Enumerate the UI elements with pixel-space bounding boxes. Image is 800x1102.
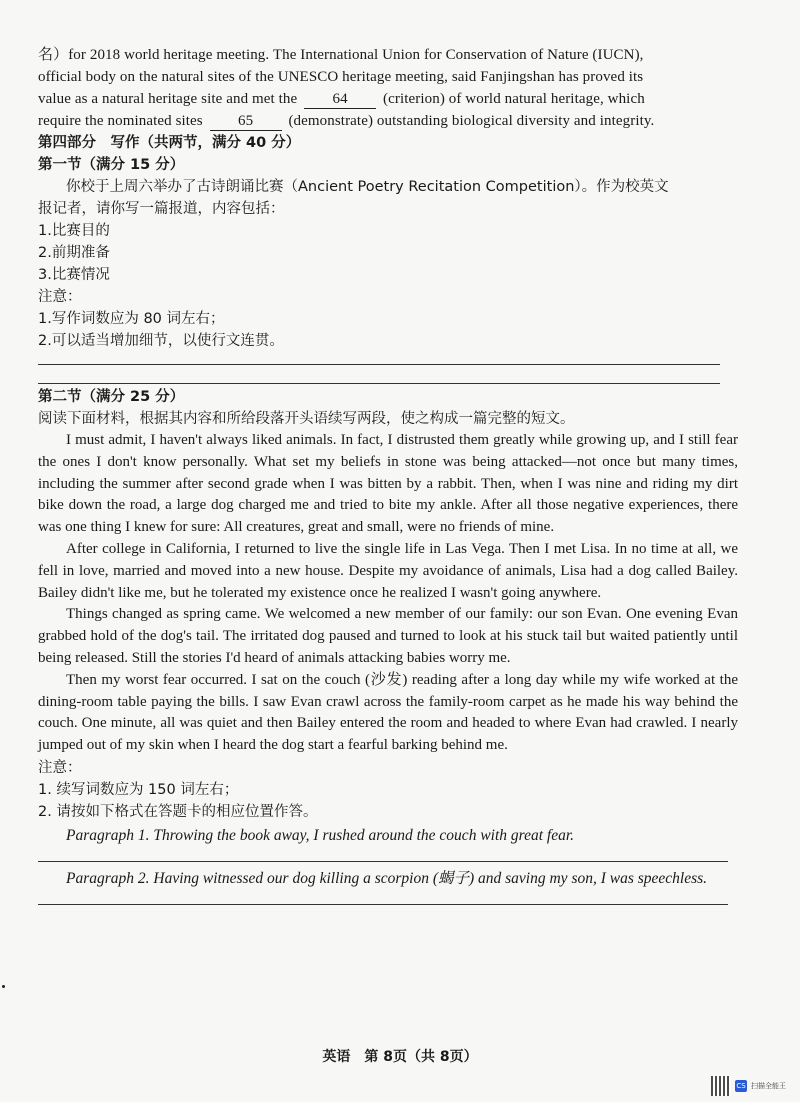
qr-code-icon: [711, 1076, 731, 1096]
section1-item-3: 3.比赛情况: [38, 267, 110, 283]
section1-item-1: 1.比赛目的: [38, 223, 110, 239]
blank-64[interactable]: 64: [304, 90, 376, 109]
section1-item-2: 2.前期准备: [38, 245, 110, 261]
scanner-label: 扫描全能王: [751, 1082, 786, 1090]
answer-line: [38, 861, 728, 862]
camscanner-logo-icon: CS: [736, 1082, 746, 1090]
section2-instruction: 阅读下面材料，根据其内容和所给段落开头语续写两段，使之构成一篇完整的短文。: [38, 411, 575, 427]
paragraph2-prompt: Paragraph 2. Having witnessed our dog killing a scorpion (蝎子) and saving my son, I was speechless.: [66, 869, 708, 887]
intro-line-3-pre: value as a natural heritage site and met the: [38, 91, 298, 107]
answer-line: [38, 904, 728, 905]
story-paragraph: Then my worst fear occurred. I sat on the couch (沙发) reading after a long day while my wife worked at the dining-room table paying the bills. I saw Evan crawl across the family-room carpet as he made his way behind the couch. One minute, all was quiet and then Bailey entered the room and headed to where Evan had crawled. I nearly jumped out of my skin when I heard the dog start a fearful barking behind me.: [38, 671, 738, 754]
section1-note-1: 1.写作词数应为 80 词左右；: [38, 311, 225, 327]
intro-line-1: 名）for 2018 world heritage meeting. The International Union for Conservation of Nature (IUCN),: [38, 47, 644, 63]
answer-line: [38, 364, 720, 365]
intro-line-3-post: (criterion) of world natural heritage, which: [383, 91, 645, 107]
section1-heading: 第一节（满分 15 分）: [38, 157, 185, 173]
paragraph1-prompt: Paragraph 1. Throwing the book away, I rushed around the couch with great fear.: [66, 826, 575, 844]
intro-line-3: [38, 88, 738, 110]
story-paragraph: Things changed as spring came. We welcomed a new member of our family: our son Evan. One evening Evan grabbed hold of the dog's tail. The irritated dog paused and turned to look at his stuck tail but waited patiently until being released. Still the stories I'd heard of animals attacking babies worry me.: [38, 606, 738, 666]
intro-line-2: official body on the natural sites of the UNESCO heritage meeting, said Fanjingshan has proved its: [38, 69, 644, 85]
answer-line: [38, 383, 720, 384]
section2-note-1: 1. 续写词数应为 150 词左右；: [38, 781, 239, 798]
scanner-watermark: [711, 1076, 786, 1096]
intro-line-4-pre: require the nominated sites: [38, 113, 203, 129]
section2-note-2: 2. 请按如下格式在答题卡的相应位置作答。: [38, 803, 318, 820]
scan-speck: [2, 985, 5, 988]
section1-prompt-2: 报记者，请你写一篇报道，内容包括：: [38, 201, 285, 217]
exam-page: [38, 44, 738, 905]
intro-line-4-post: (demonstrate) outstanding biological diversity and integrity.: [288, 113, 655, 129]
page-footer: 英语 第 8页（共 8页）: [322, 1049, 478, 1065]
section1-prompt-1: 你校于上周六举办了古诗朗诵比赛（Ancient Poetry Recitation Competition）。作为校英文: [66, 179, 669, 195]
section1-note-label: 注意：: [38, 289, 82, 305]
story-paragraph: After college in California, I returned to live the single life in Las Vega. Then I met Lisa. In no time at all, we fell in love, married and moved into a new house. Despite my avoidance of animals, Lisa had a dog called Bailey. Bailey didn't like me, but he tolerated my existence once he realized I wasn't going anywhere.: [38, 540, 738, 601]
section2-note-label: 注意：: [38, 759, 82, 776]
intro-line-4: [38, 110, 738, 132]
blank-65[interactable]: 65: [210, 112, 282, 131]
story-text: [38, 430, 738, 757]
part4-heading: 第四部分 写作（共两节，满分 40 分）: [38, 135, 301, 151]
story-paragraph: I must admit, I haven't always liked animals. In fact, I distrusted them greatly while growing up, and I still fear the ones I don't know personally. What set my beliefs in stone was being attacked—not once but many times, including the summer after second grade when I was bitten by a rabbit. Then, when I was nine and riding my dirt bike down the road, a large dog charged me and tried to bite my ankle. After all those negative experiences, there was one thing I knew for sure: All creatures, great and small, were no friends of mine.: [38, 432, 738, 536]
section1-note-2: 2.可以适当增加细节，以使行文连贯。: [38, 333, 284, 349]
section2-heading: 第二节（满分 25 分）: [38, 389, 185, 405]
